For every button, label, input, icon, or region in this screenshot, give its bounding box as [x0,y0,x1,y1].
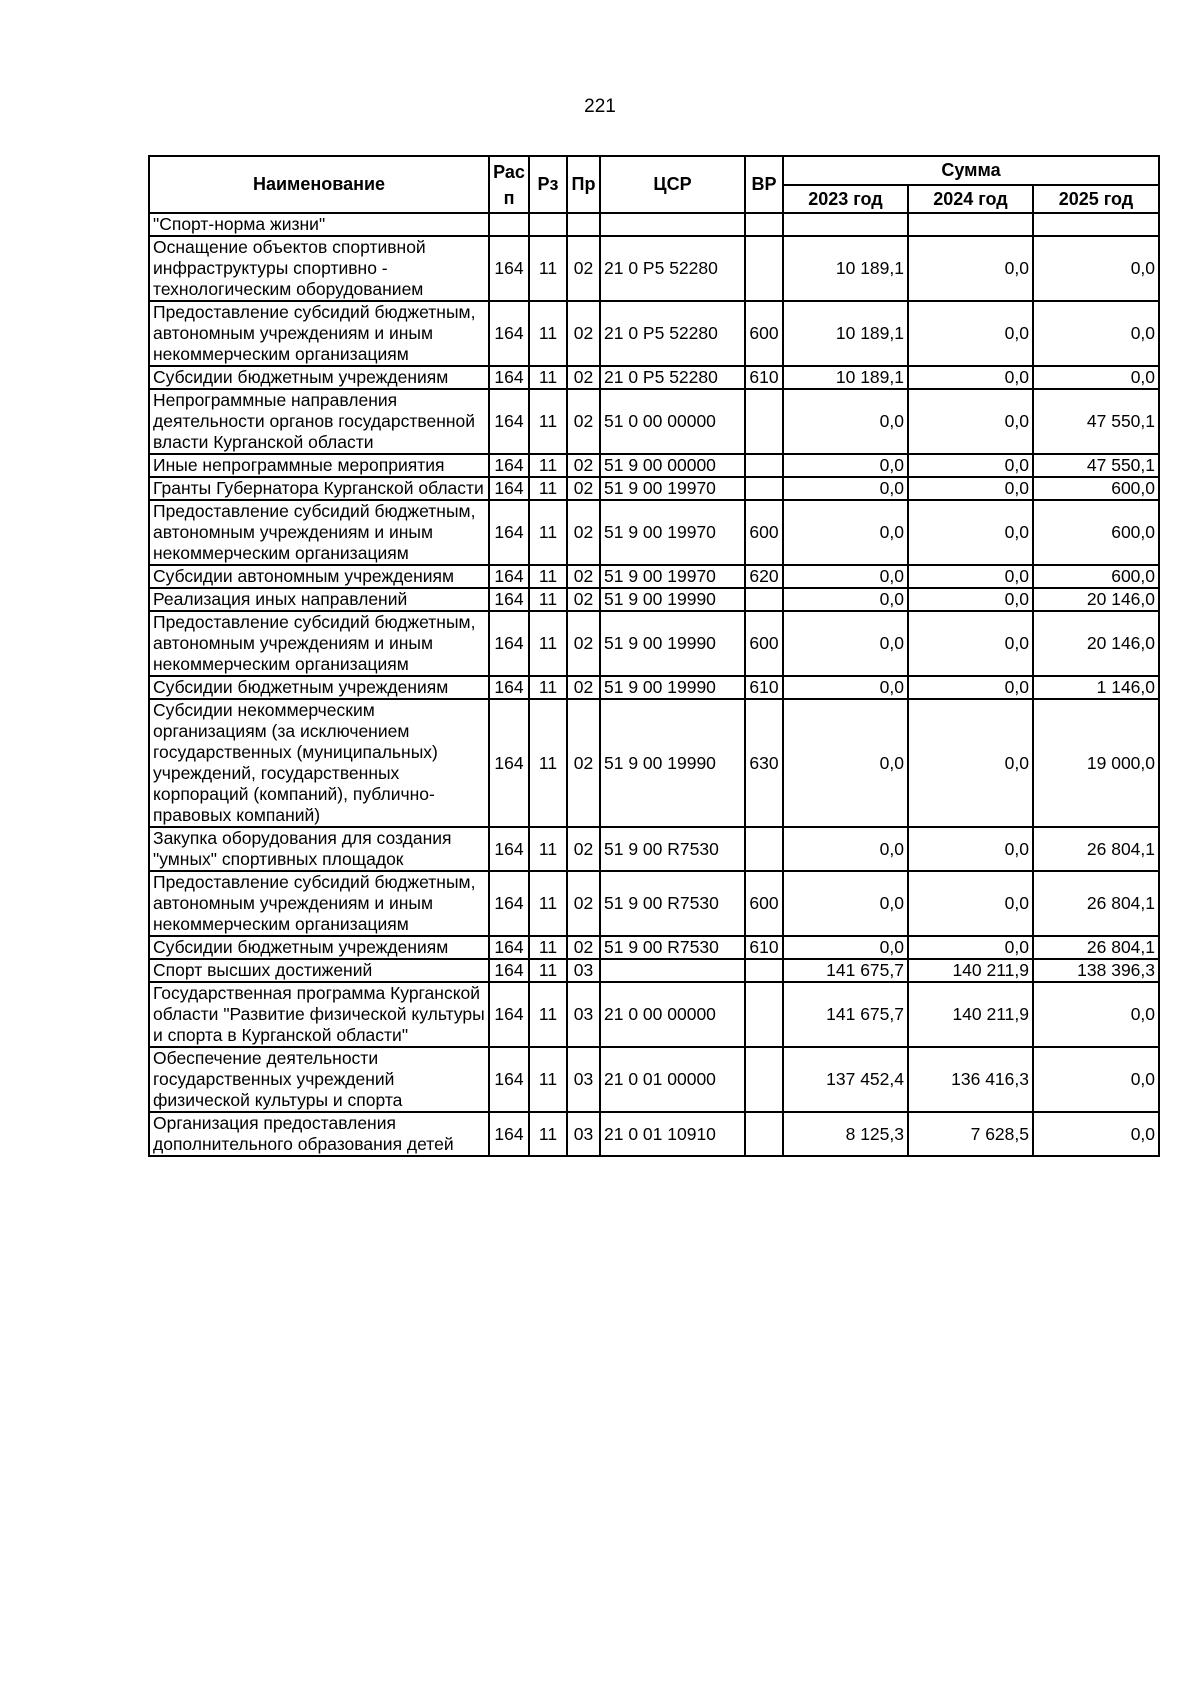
cell-vr [745,477,783,500]
cell-rasp: 164 [489,827,529,871]
cell-pr: 02 [567,301,600,366]
cell-2023: 0,0 [783,477,908,500]
header-csr: ЦСР [600,156,745,213]
cell-rasp: 164 [489,1047,529,1112]
header-2025: 2025 год [1033,185,1159,213]
cell-vr: 610 [745,676,783,699]
cell-pr [567,213,600,236]
cell-2024: 0,0 [908,871,1033,936]
header-2024: 2024 год [908,185,1033,213]
page-number: 221 [584,96,616,117]
table-row [149,827,1159,871]
cell-2024: 0,0 [908,389,1033,454]
cell-vr: 600 [745,611,783,676]
cell-2023: 0,0 [783,827,908,871]
header-2023: 2023 год [783,185,908,213]
cell-csr: 51 9 00 R7530 [600,871,745,936]
cell-name: Предоставление субсидий бюджетным, автономным учреждениям и иным некоммерческим организациям [149,500,489,565]
cell-pr: 03 [567,982,600,1047]
cell-rasp [489,213,529,236]
cell-vr [745,213,783,236]
cell-2025: 0,0 [1033,1112,1159,1156]
cell-2024: 0,0 [908,611,1033,676]
cell-2023 [783,213,908,236]
table-row [149,301,1159,366]
cell-pr: 02 [567,699,600,827]
cell-2023: 141 675,7 [783,982,908,1047]
cell-2025: 20 146,0 [1033,588,1159,611]
cell-rz: 11 [529,477,567,500]
cell-csr: 21 0 P5 52280 [600,301,745,366]
cell-2024: 0,0 [908,477,1033,500]
table-row [149,936,1159,959]
cell-rasp: 164 [489,699,529,827]
cell-pr: 02 [567,366,600,389]
cell-vr: 600 [745,500,783,565]
table-body [149,213,1159,1156]
table-row [149,959,1159,982]
cell-2025: 47 550,1 [1033,454,1159,477]
cell-name: Оснащение объектов спортивной инфраструктуры спортивно - технологическим оборудованием [149,236,489,301]
header-pr: Пр [567,156,600,213]
cell-csr [600,959,745,982]
header-name: Наименование [149,156,489,213]
cell-2025: 600,0 [1033,565,1159,588]
cell-rz: 11 [529,1047,567,1112]
cell-vr [745,1047,783,1112]
cell-rasp: 164 [489,477,529,500]
cell-2024: 7 628,5 [908,1112,1033,1156]
cell-pr: 02 [567,500,600,565]
table-row [149,871,1159,936]
cell-csr: 51 9 00 19970 [600,477,745,500]
cell-csr: 51 0 00 00000 [600,389,745,454]
cell-rasp: 164 [489,389,529,454]
cell-2025 [1033,213,1159,236]
table-row [149,1112,1159,1156]
cell-2025: 1 146,0 [1033,676,1159,699]
cell-2024: 0,0 [908,936,1033,959]
cell-2024: 0,0 [908,676,1033,699]
cell-2023: 0,0 [783,936,908,959]
cell-2024: 0,0 [908,565,1033,588]
cell-name: Субсидии некоммерческим организациям (за исключением государственных (муниципальных) учреждений, государственных корпораций (компаний), публично-правовых компаний) [149,699,489,827]
cell-csr: 21 0 01 10910 [600,1112,745,1156]
cell-vr [745,389,783,454]
cell-csr: 21 0 P5 52280 [600,366,745,389]
cell-vr [745,588,783,611]
cell-vr: 610 [745,936,783,959]
cell-csr [600,213,745,236]
cell-2024: 0,0 [908,454,1033,477]
cell-rz: 11 [529,936,567,959]
cell-csr: 21 0 00 00000 [600,982,745,1047]
cell-csr: 51 9 00 19970 [600,565,745,588]
cell-pr: 02 [567,236,600,301]
cell-rz: 11 [529,982,567,1047]
cell-vr [745,236,783,301]
cell-rasp: 164 [489,982,529,1047]
cell-vr: 620 [745,565,783,588]
cell-csr: 21 0 P5 52280 [600,236,745,301]
cell-rz: 11 [529,827,567,871]
cell-2024: 140 211,9 [908,959,1033,982]
cell-rasp: 164 [489,236,529,301]
cell-csr: 51 9 00 R7530 [600,936,745,959]
cell-rasp: 164 [489,676,529,699]
cell-rz: 11 [529,454,567,477]
cell-vr: 610 [745,366,783,389]
cell-vr: 600 [745,871,783,936]
cell-name: Государственная программа Курганской области "Развитие физической культуры и спорта в Курганской области" [149,982,489,1047]
cell-rz: 11 [529,588,567,611]
cell-2024 [908,213,1033,236]
cell-rasp: 164 [489,959,529,982]
cell-csr: 51 9 00 00000 [600,454,745,477]
cell-pr: 02 [567,936,600,959]
table-row [149,477,1159,500]
header-rz: Рз [529,156,567,213]
cell-rz: 11 [529,389,567,454]
cell-2023: 0,0 [783,871,908,936]
cell-pr: 02 [567,871,600,936]
cell-pr: 03 [567,1047,600,1112]
cell-name: Предоставление субсидий бюджетным, автономным учреждениям и иным некоммерческим организациям [149,871,489,936]
cell-2023: 0,0 [783,500,908,565]
cell-name: Обеспечение деятельности государственных учреждений физической культуры и спорта [149,1047,489,1112]
cell-2025: 47 550,1 [1033,389,1159,454]
cell-name: Предоставление субсидий бюджетным, автономным учреждениям и иным некоммерческим организациям [149,611,489,676]
header-sum: Сумма [783,156,1159,185]
table-row [149,454,1159,477]
cell-2024: 0,0 [908,236,1033,301]
table-row [149,500,1159,565]
cell-2023: 8 125,3 [783,1112,908,1156]
cell-csr: 21 0 01 00000 [600,1047,745,1112]
header-rasp: Рас п [489,156,529,213]
cell-name: Предоставление субсидий бюджетным, автономным учреждениям и иным некоммерческим организациям [149,301,489,366]
cell-pr: 03 [567,1112,600,1156]
cell-rasp: 164 [489,611,529,676]
cell-name: Реализация иных направлений [149,588,489,611]
cell-2025: 26 804,1 [1033,871,1159,936]
cell-name: Гранты Губернатора Курганской области [149,477,489,500]
cell-2023: 0,0 [783,565,908,588]
table-row [149,982,1159,1047]
cell-2023: 0,0 [783,588,908,611]
cell-2023: 137 452,4 [783,1047,908,1112]
cell-vr: 630 [745,699,783,827]
cell-2025: 26 804,1 [1033,936,1159,959]
cell-name: Субсидии бюджетным учреждениям [149,936,489,959]
cell-pr: 02 [567,389,600,454]
table-row [149,565,1159,588]
cell-csr: 51 9 00 19990 [600,588,745,611]
cell-rz: 11 [529,676,567,699]
cell-2023: 141 675,7 [783,959,908,982]
cell-vr [745,982,783,1047]
cell-rz: 11 [529,1112,567,1156]
cell-2023: 0,0 [783,389,908,454]
cell-2025: 138 396,3 [1033,959,1159,982]
cell-rz: 11 [529,959,567,982]
cell-rasp: 164 [489,301,529,366]
cell-rz: 11 [529,301,567,366]
cell-2025: 600,0 [1033,477,1159,500]
table-row [149,611,1159,676]
cell-2024: 0,0 [908,699,1033,827]
cell-2025: 26 804,1 [1033,827,1159,871]
cell-2023: 10 189,1 [783,236,908,301]
cell-2023: 0,0 [783,699,908,827]
cell-rz: 11 [529,611,567,676]
cell-rz: 11 [529,699,567,827]
cell-rasp: 164 [489,366,529,389]
cell-pr: 02 [567,588,600,611]
cell-2025: 20 146,0 [1033,611,1159,676]
cell-name: Субсидии бюджетным учреждениям [149,366,489,389]
cell-2023: 0,0 [783,611,908,676]
table-row [149,699,1159,827]
cell-rz: 11 [529,565,567,588]
cell-pr: 02 [567,611,600,676]
cell-name: "Спорт-норма жизни" [149,213,489,236]
cell-csr: 51 9 00 19990 [600,611,745,676]
cell-vr: 600 [745,301,783,366]
table-row [149,588,1159,611]
table-row [149,389,1159,454]
cell-rasp: 164 [489,500,529,565]
cell-2025: 19 000,0 [1033,699,1159,827]
cell-rz: 11 [529,366,567,389]
cell-rasp: 164 [489,936,529,959]
cell-vr [745,959,783,982]
cell-name: Закупка оборудования для создания "умных" спортивных площадок [149,827,489,871]
cell-2024: 136 416,3 [908,1047,1033,1112]
cell-csr: 51 9 00 R7530 [600,827,745,871]
cell-2024: 0,0 [908,827,1033,871]
table-row [149,366,1159,389]
cell-rz: 11 [529,500,567,565]
cell-2024: 140 211,9 [908,982,1033,1047]
cell-2023: 10 189,1 [783,366,908,389]
cell-2025: 600,0 [1033,500,1159,565]
cell-pr: 02 [567,454,600,477]
cell-vr [745,454,783,477]
cell-rasp: 164 [489,588,529,611]
cell-2023: 0,0 [783,676,908,699]
cell-pr: 02 [567,477,600,500]
cell-rasp: 164 [489,565,529,588]
cell-2024: 0,0 [908,588,1033,611]
cell-2025: 0,0 [1033,366,1159,389]
cell-2023: 10 189,1 [783,301,908,366]
cell-rz: 11 [529,236,567,301]
cell-name: Субсидии автономным учреждениям [149,565,489,588]
cell-vr [745,1112,783,1156]
cell-2024: 0,0 [908,301,1033,366]
cell-rz [529,213,567,236]
cell-pr: 02 [567,565,600,588]
cell-rz: 11 [529,871,567,936]
cell-name: Спорт высших достижений [149,959,489,982]
cell-pr: 03 [567,959,600,982]
table-row [149,213,1159,236]
cell-2025: 0,0 [1033,301,1159,366]
cell-csr: 51 9 00 19990 [600,676,745,699]
cell-2024: 0,0 [908,500,1033,565]
table-row [149,1047,1159,1112]
cell-2025: 0,0 [1033,982,1159,1047]
cell-2025: 0,0 [1033,1047,1159,1112]
table-header [149,156,1159,213]
table-row [149,676,1159,699]
cell-name: Непрограммные направления деятельности органов государственной власти Курганской области [149,389,489,454]
cell-name: Субсидии бюджетным учреждениям [149,676,489,699]
cell-name: Организация предоставления дополнительного образования детей [149,1112,489,1156]
budget-table [148,155,1160,1157]
header-vr: ВР [745,156,783,213]
cell-rasp: 164 [489,454,529,477]
cell-csr: 51 9 00 19970 [600,500,745,565]
cell-2024: 0,0 [908,366,1033,389]
cell-pr: 02 [567,827,600,871]
cell-vr [745,827,783,871]
cell-name: Иные непрограммные мероприятия [149,454,489,477]
table-row [149,236,1159,301]
cell-2025: 0,0 [1033,236,1159,301]
cell-rasp: 164 [489,871,529,936]
cell-rasp: 164 [489,1112,529,1156]
cell-2023: 0,0 [783,454,908,477]
cell-pr: 02 [567,676,600,699]
cell-csr: 51 9 00 19990 [600,699,745,827]
